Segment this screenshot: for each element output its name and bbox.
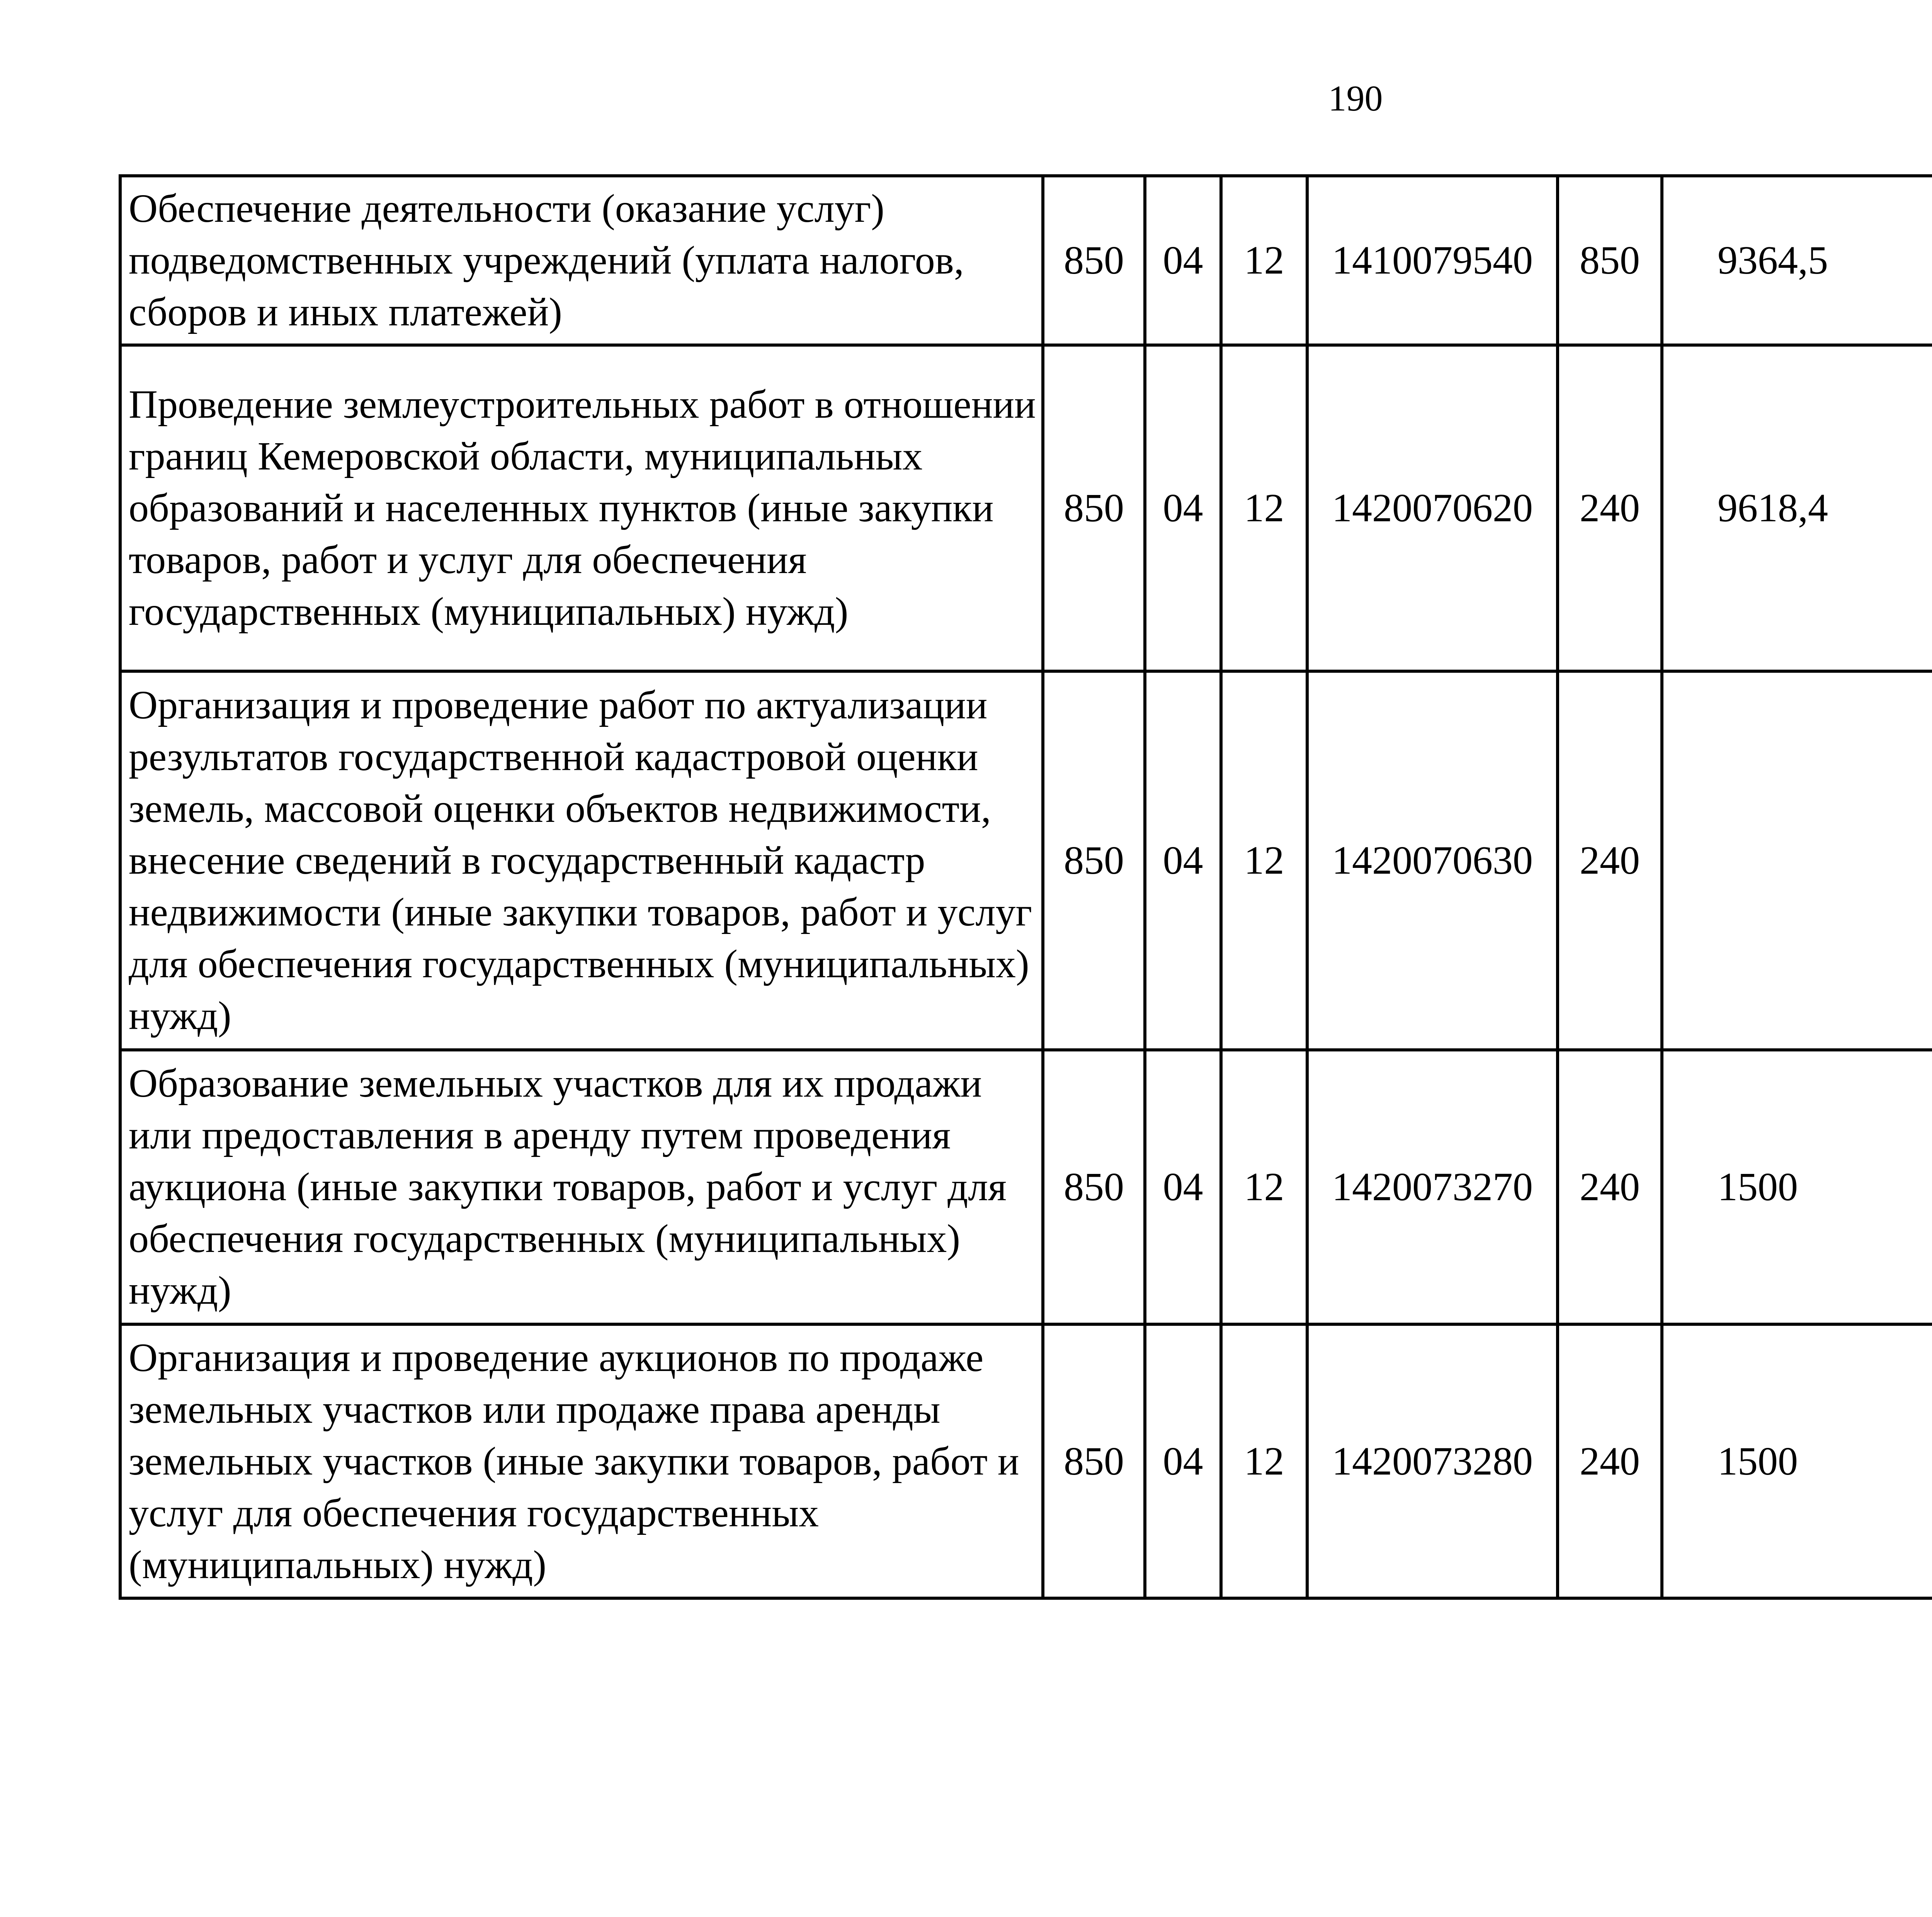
cell-amount-1: 9618,4 [1662, 345, 1932, 671]
table-row [120, 176, 1932, 345]
table-row [120, 345, 1932, 671]
cell-amount-1 [1662, 671, 1932, 1050]
cell-amount-1: 1500 [1662, 1050, 1932, 1324]
cell-expense-type: 240 [1558, 345, 1662, 671]
cell-description: Организация и проведение аукционов по продаже земельных участков или продаже права аренды земельных участков (иные закупки товаров, работ и услуг для обеспечения государственных (муниципальных) нужд) [120, 1324, 1043, 1598]
cell-section: 04 [1145, 1050, 1221, 1324]
cell-subsection: 12 [1221, 671, 1307, 1050]
cell-target-article: 1420073270 [1307, 1050, 1558, 1324]
table-row [120, 1324, 1932, 1598]
cell-section: 04 [1145, 176, 1221, 345]
cell-description: Проведение землеустроительных работ в отношении границ Кемеровской области, муниципальных образований и населенных пунктов (иные закупки товаров, работ и услуг для обеспечения государственных (муниципальных) нужд) [120, 345, 1043, 671]
cell-subsection: 12 [1221, 1050, 1307, 1324]
cell-subsection: 12 [1221, 345, 1307, 671]
cell-section: 04 [1145, 671, 1221, 1050]
cell-expense-type: 240 [1558, 1050, 1662, 1324]
cell-target-article: 1420073280 [1307, 1324, 1558, 1598]
cell-subsection: 12 [1221, 1324, 1307, 1598]
cell-amount-1: 9364,5 [1662, 176, 1932, 345]
cell-target-article: 1420070630 [1307, 671, 1558, 1050]
cell-amount-1: 1500 [1662, 1324, 1932, 1598]
cell-expense-type: 850 [1558, 176, 1662, 345]
cell-expense-type: 240 [1558, 1324, 1662, 1598]
cell-expense-type: 240 [1558, 671, 1662, 1050]
cell-ministry: 850 [1043, 345, 1145, 671]
page-number: 190 [1328, 78, 1383, 119]
cell-ministry: 850 [1043, 1324, 1145, 1598]
cell-description: Обеспечение деятельности (оказание услуг) подведомственных учреждений (уплата налогов, сборов и иных платежей) [120, 176, 1043, 345]
cell-subsection: 12 [1221, 176, 1307, 345]
budget-table [119, 174, 1932, 1600]
cell-ministry: 850 [1043, 176, 1145, 345]
cell-ministry: 850 [1043, 671, 1145, 1050]
cell-description: Организация и проведение работ по актуализации результатов государственной кадастровой оценки земель, массовой оценки объектов недвижимости, внесение сведений в государственный кадастр недвижимости (иные закупки товаров, работ и услуг для обеспечения государственных (муниципальных) нужд) [120, 671, 1043, 1050]
cell-target-article: 1410079540 [1307, 176, 1558, 345]
cell-ministry: 850 [1043, 1050, 1145, 1324]
cell-target-article: 1420070620 [1307, 345, 1558, 671]
table-row [120, 1050, 1932, 1324]
table-row [120, 671, 1932, 1050]
cell-description: Образование земельных участков для их продажи или предоставления в аренду путем проведения аукциона (иные закупки товаров, работ и услуг для обеспечения государственных (муниципальных) нужд) [120, 1050, 1043, 1324]
cell-section: 04 [1145, 1324, 1221, 1598]
cell-section: 04 [1145, 345, 1221, 671]
